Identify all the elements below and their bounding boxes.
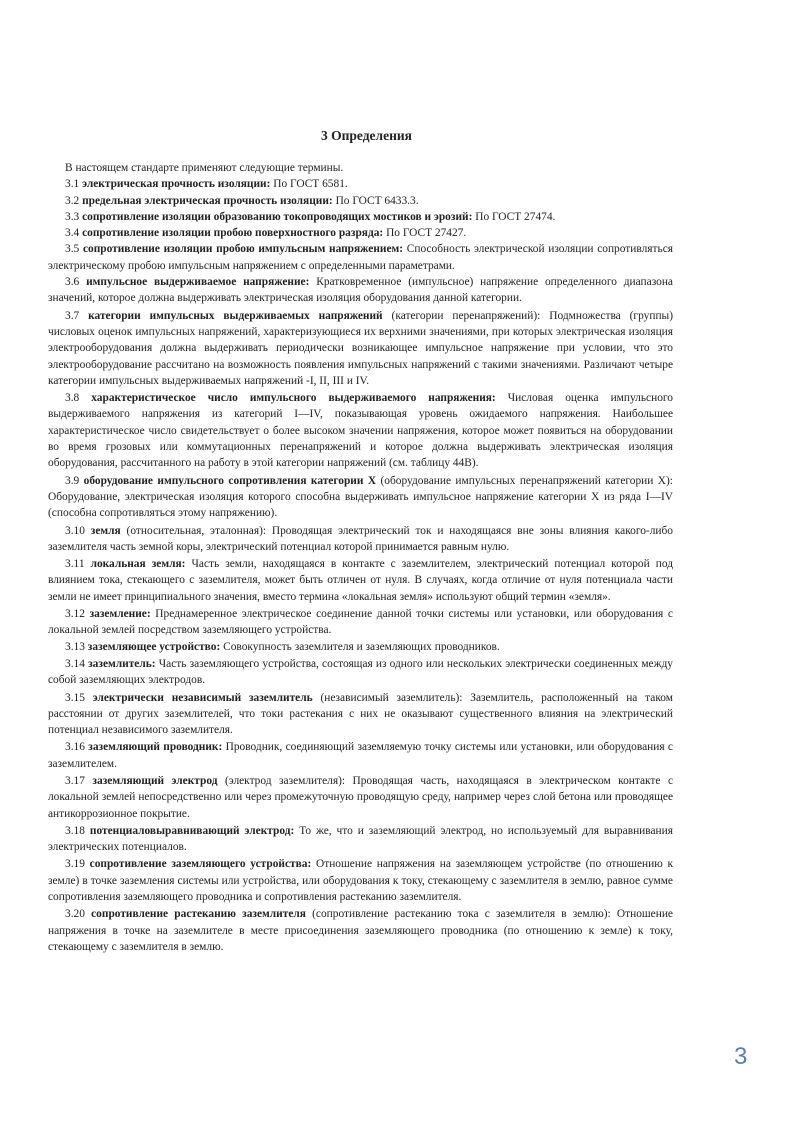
term-name: заземляющее устройство: xyxy=(87,640,221,653)
term-text: (независимый заземлитель): Заземлитель, расположенный на таком расстоянии от других заземлителей, что токи растекания с них не оказывают существенного влияния на электрический потенциал независимого заземлителя. xyxy=(48,691,673,737)
term-definition xyxy=(48,690,673,739)
term-definition xyxy=(48,308,673,389)
term-text: Часть земли, находящаяся в контакте с заземлителем, электрический потенциал которой под влиянием тока, стекающего с заземлителя, может быть отличен от нуля. В случаях, когда отличие от нуля потенциала части земли не имеет принципиального значения, вместо термина «локальная земля» используют общий термин «земля». xyxy=(48,558,673,603)
term-name: характеристическое число импульсного выдерживаемого напряжения: xyxy=(91,392,496,405)
term-number: 3.13 xyxy=(65,640,85,653)
term-text: По ГОСТ 27474. xyxy=(475,210,556,223)
term-name: земля xyxy=(90,524,121,537)
term-text: Часть заземляющего устройства, состоящая из одного или нескольких электрически соединенных между собой заземляющих электродов. xyxy=(48,657,673,687)
term-definition xyxy=(48,739,673,772)
term-name: сопротивление изоляции пробою поверхностного разряда: xyxy=(82,227,384,240)
term-number: 3.14 xyxy=(65,657,85,670)
term-name: заземляющий проводник: xyxy=(88,741,223,754)
term-text: (категории перенапряжений): Подмножества (группы) числовых оценок импульсных напряжений, характеризующиеся их верхними значениями, при которых электрическая изоляция электрооборудования должна выдерживать периодически возникающее импульсное напряжение при условии, что это электрооборудование рассчитано на возможность появления импульсных напряжений с такими значениями. Различают четыре категории импульсных выдерживаемых напряжений -I, II, III и IV. xyxy=(48,309,673,387)
term-name: заземление: xyxy=(89,608,151,621)
term-number: 3.5 xyxy=(65,243,80,256)
page-number: 3 xyxy=(734,1043,748,1070)
term-name: категории импульсных выдерживаемых напряжений xyxy=(88,309,383,322)
term-number: 3.20 xyxy=(65,908,85,921)
term-name: электрическая прочность изоляции: xyxy=(82,178,271,191)
term-definition xyxy=(48,390,673,471)
term-text: Кратковременное (импульсное) напряжение определенного диапазона значений, которое должна выдерживать электрическая изоляция оборудования данной категории. xyxy=(48,276,673,305)
term-number: 3.11 xyxy=(65,558,85,571)
term-number: 3.1 xyxy=(65,178,80,191)
term-definition xyxy=(48,556,673,605)
term-number: 3.10 xyxy=(65,524,85,537)
term-number: 3.2 xyxy=(65,194,80,207)
term-definition xyxy=(48,209,673,225)
term-definition xyxy=(48,656,673,689)
term-text: Преднамеренное электрическое соединение данной точки системы или установки, или оборудования с локальной землей посредством заземляющего устройства. xyxy=(48,608,673,637)
term-name: сопротивление изоляции пробою импульсным напряжением: xyxy=(82,243,404,256)
intro-paragraph: В настоящем стандарте применяют следующие термины. xyxy=(65,162,344,174)
term-name: заземлитель: xyxy=(88,657,156,670)
term-number: 3.17 xyxy=(65,774,85,787)
term-text: Числовая оценка импульсного выдерживаемого напряжения из категорий I—IV, показывающая уровень ожидаемого напряжения. Наибольшее характеристическое число свидетельствует о более высоком значении напряжения, которое может появиться на оборудовании во время грозовых или коммутационных перенапряжений и которое должна выдерживать электрическая изоляция оборудования, рассчитанного на работу в этой категории напряжений (см. таблицу 44В). xyxy=(48,392,673,470)
term-name: предельная электрическая прочность изоляции: xyxy=(82,194,333,207)
term-definition xyxy=(48,906,673,955)
term-definition xyxy=(48,639,673,655)
term-definition xyxy=(48,274,673,307)
term-text: (электрод заземлителя): Проводящая часть, находящаяся в электрическом контакте с локальной землей непосредственно или через промежуточную проводящую среду, например через слой бетона или проводящее антикоррозионное покрытие. xyxy=(48,774,673,820)
term-text: (относительная, эталонная): Проводящая электрический ток и находящаяся вне зоны влияния какого-либо заземлителя часть земной коры, электрический потенциал которой принимается равным нулю. xyxy=(48,524,673,553)
section-title: 3 Определения xyxy=(321,128,412,143)
term-text: По ГОСТ 6581. xyxy=(273,178,348,191)
term-number: 3.19 xyxy=(65,858,85,871)
term-definition xyxy=(48,176,673,192)
term-text: Отношение напряжения на заземляющем устройстве (по отношению к земле) в точке заземления системы или устройства, или оборудования к току, стекающему с заземлителя в землю, равное сумме сопротивления заземляющего проводника и сопротивления растеканию заземлителя. xyxy=(48,858,673,904)
term-name: сопротивление заземляющего устройства: xyxy=(89,858,312,871)
term-text: Проводник, соединяющий заземляемую точку системы или установки, или оборудования с заземлителем. xyxy=(48,741,673,770)
term-text: Способность электрической изоляции сопротивляться электрическому пробою импульсным напряжением с определенными параметрами. xyxy=(48,243,673,272)
term-definition xyxy=(48,523,673,556)
term-number: 3.7 xyxy=(65,309,80,322)
term-text: (оборудование импульсных перенапряжений категории X): Оборудование, электрическая изоляция которого способна выдерживать импульсное напряжение категории X из ряда I—IV (способна сопротивляться этому напряжению). xyxy=(48,474,673,520)
term-number: 3.3 xyxy=(65,210,80,223)
term-text: То же, что и заземляющий электрод, но используемый для выравнивания электрических потенциалов. xyxy=(48,824,673,854)
term-number: 3.6 xyxy=(65,276,80,289)
term-number: 3.8 xyxy=(65,392,80,405)
term-name: сопротивление изоляции образованию токопроводящих мостиков и эрозий: xyxy=(82,210,473,223)
term-definition xyxy=(48,193,673,209)
term-number: 3.4 xyxy=(65,227,80,240)
term-definition xyxy=(48,473,673,522)
term-number: 3.9 xyxy=(65,474,80,487)
term-definition xyxy=(48,773,673,822)
term-name: заземляющий электрод xyxy=(92,774,218,787)
term-name: потенциаловыравнивающий электрод: xyxy=(89,824,295,837)
term-number: 3.12 xyxy=(65,608,85,621)
term-name: локальная земля: xyxy=(90,558,186,571)
term-text: По ГОСТ 6433.3. xyxy=(335,194,419,207)
term-definition xyxy=(48,856,673,905)
term-number: 3.15 xyxy=(65,691,85,704)
term-definition xyxy=(48,823,673,856)
term-name: импульсное выдерживаемое напряжение: xyxy=(86,276,310,289)
term-definition xyxy=(48,241,673,274)
definitions-body xyxy=(48,160,673,955)
term-definition xyxy=(48,225,673,241)
term-definition xyxy=(48,606,673,639)
term-name: оборудование импульсного сопротивления категории X xyxy=(83,474,377,487)
term-number: 3.18 xyxy=(65,824,85,837)
term-text: Совокупность заземлителя и заземляющих проводников. xyxy=(223,640,500,653)
term-name: сопротивление растеканию заземлителя xyxy=(91,908,306,921)
term-text: По ГОСТ 27427. xyxy=(386,227,467,240)
term-number: 3.16 xyxy=(65,741,85,754)
terms-list xyxy=(48,176,673,955)
term-text: (сопротивление растеканию тока с заземлителя в землю): Отношение напряжения в точке на заземлителе в месте присоединения заземляющего проводника (по отношению к земле) к току, стекающему с заземлителя в землю. xyxy=(48,908,673,953)
term-name: электрически независимый заземлитель xyxy=(92,691,313,704)
